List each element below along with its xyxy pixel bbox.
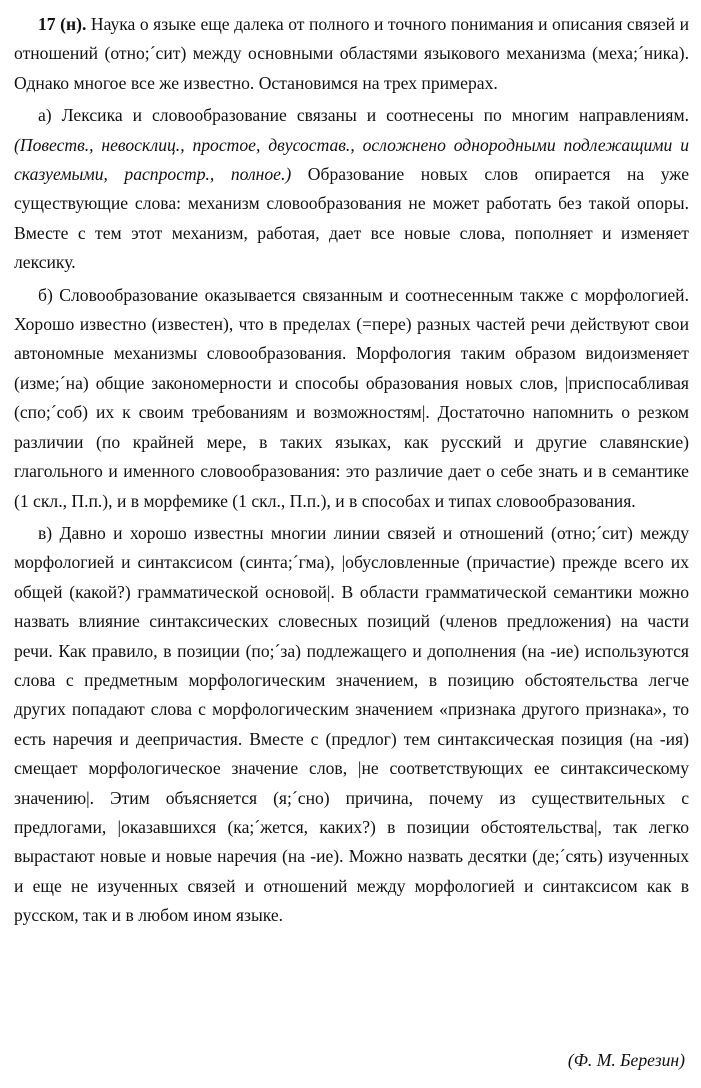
exercise-intro	[14, 10, 689, 98]
paragraph-b-text: б) Словообразование оказывается связанным и соотнесенным также с морфологией. Хорошо известно (известен), что в пределах (=пере) разных частей речи действуют свои автономные механизмы словообразования. Морфология таким образом видоизменяет (изме;´на) общие закономерности и способы образования новых слов, |приспосабливая (спо;´соб) их к своим требованиям и возможностям|. Достаточно напомнить о резком различии (по крайней мере, в таких языках, как русский и другие славянские) глагольного и именного словообразования: это различие дает о себе знать и в семантике (1 скл., П.п.), и в морфемике (1 скл., П.п.), и в способах и типах словообразования.	[14, 284, 689, 511]
parsing-note: (Повеств., невосклиц., простое, двусостав., осложнено однородными подлежащими и сказуемыми, распростр., полное.)	[14, 134, 689, 185]
paragraph-c	[14, 519, 689, 931]
paragraph-a-rest: Образование новых слов опирается на уже существующие слова: механизм словообразования не может работать без такой опоры. Вместе с тем этот механизм, работая, дает все новые слова, пополняет и изменяет лексику.	[14, 164, 689, 273]
paragraph-a	[14, 101, 689, 277]
author-signature: (Ф. М. Березин)	[567, 1050, 685, 1070]
paragraph-c-text: в) Давно и хорошо известны многии линии связей и отношений (отно;´сит) между морфологией и синтаксисом (синта;´гма), |обусловленные (причастие) прежде всего их общей (какой?) грамматической основой|. В области грамматической семантики можно назвать влияние синтаксических словесных позиций (членов предложения) на части речи. Как правило, в позиции (по;´за) подлежащего и дополнения (на -ие) используются слова с предметным морфологическим значением, в позицию обстоятельства легче других попадают слова с морфологическим значением «признака другого признака», то есть наречия и деепричастия. Вместе с (предлог) тем синтаксическая позиция (на -ия) смещает морфологическое значение слов, |не соответствующих ее синтаксическому значению|. Этим объясняется (я;´сно) причина, почему из существительных с предлогами, |оказавшихся (ка;´жется, каких?) в позиции обстоятельства|, так легко вырастают новые и новые наречия (на -ие). Можно назвать десятки (де;´сять) изученных и еще не изученных связей и отношений между морфологией и синтаксисом как в русском, так и в любом ином языке.	[14, 522, 689, 926]
paragraph-b	[14, 281, 689, 516]
paragraph-a-main: а) Лексика и словообразование связаны и соотнесены по многим направлениям.	[38, 105, 689, 126]
intro-text: Наука о языке еще далека от полного и точного понимания и описания связей и отношений (отно;´сит) между основными областями языкового механизма (меха;´ника). Однако многое все же известно. Остановимся на трех примерах.	[14, 14, 689, 93]
exercise-number: 17 (н).	[38, 14, 87, 34]
